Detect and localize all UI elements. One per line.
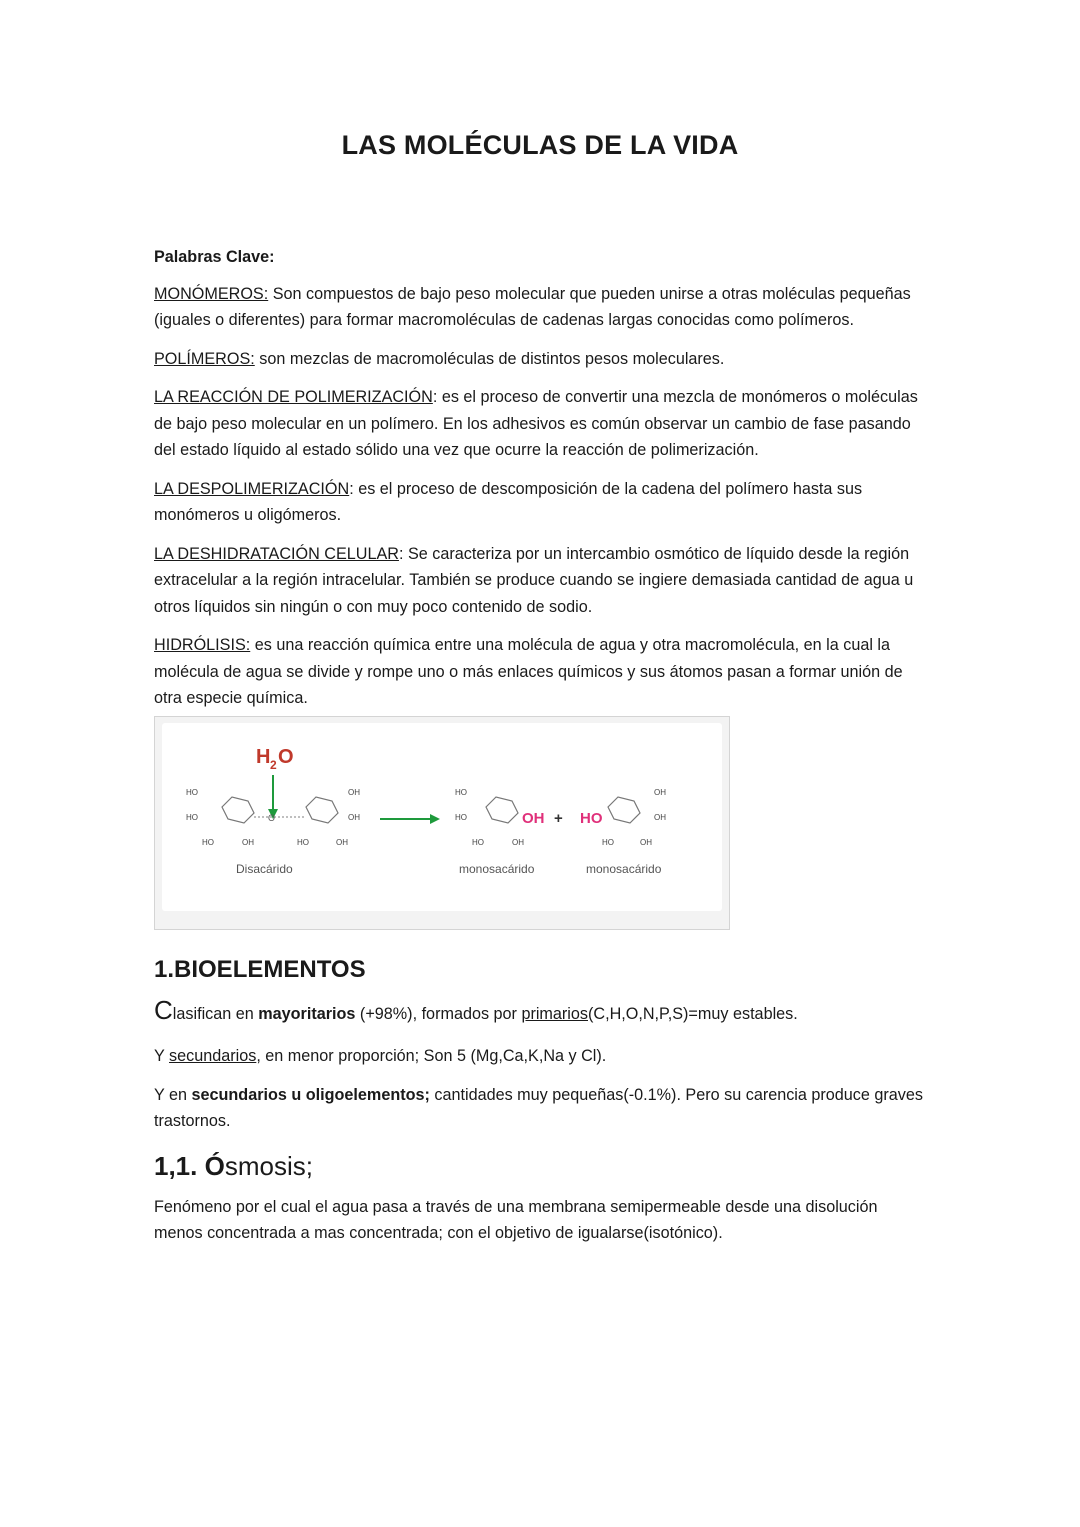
- label-ho: HO: [186, 812, 198, 822]
- underlined-text: primarios: [521, 1004, 588, 1023]
- bridge-oxygen: O: [268, 812, 276, 823]
- definition-text: es una reacción química entre una molécula de agua y otra macromolécula, en la cual la molécula de agua se divide y rompe uno o más enlaces químicos y sus átomos pasan a formar unión de otra especie química.: [154, 636, 903, 707]
- label-oh: OH: [654, 812, 666, 822]
- text: (+98%), formados por: [355, 1004, 522, 1023]
- bold-text: mayoritarios: [258, 1004, 356, 1023]
- osmosis-paragraph: Fenómeno por el cual el agua pasa a través de una membrana semipermeable desde una disolución menos concentrada a mas concentrada; con el objetivo de igualarse(isotónico).: [154, 1197, 878, 1242]
- glucose-ring-left: [222, 797, 254, 823]
- hydrolysis-figure: [154, 716, 730, 930]
- label-ho: HO: [472, 837, 484, 847]
- term: MONÓMEROS:: [154, 284, 269, 303]
- text: , en menor proporción; Son 5 (Mg,Ca,K,Na y Cl).: [256, 1047, 607, 1065]
- free-oh: OH: [522, 809, 545, 827]
- free-ho: HO: [580, 809, 603, 827]
- figure-panel: [162, 723, 722, 911]
- page-title: LAS MOLÉCULAS DE LA VIDA: [341, 130, 739, 160]
- label-oh: OH: [640, 837, 652, 847]
- reaction-arrow-head: [430, 814, 440, 824]
- drop-cap: C: [154, 994, 173, 1025]
- definition-deshidratacion: [154, 541, 929, 621]
- term: LA DESHIDRATACIÓN CELULAR: [154, 544, 399, 563]
- label-ho: HO: [186, 787, 198, 797]
- label-oh: OH: [512, 837, 524, 847]
- text: (C,H,O,N,P,S)=muy estables.: [588, 1004, 798, 1023]
- definition-polimerizacion: [154, 384, 929, 464]
- definition-monomeros: [154, 281, 929, 334]
- label-ho: HO: [455, 787, 467, 797]
- label-oh: OH: [348, 812, 360, 822]
- definition-text: : es el proceso de convertir una mezcla de monómeros o moléculas de bajo peso molecular en un polímero. En los adhesivos es común observar un cambio de fase pasando del estado líquido al estado sólido una vez que ocurre la reacción de polimerización.: [154, 388, 918, 459]
- document-body: [154, 244, 929, 1259]
- keywords-heading: Palabras Clave:: [154, 248, 275, 266]
- label-monosacarido-2: monosacárido: [586, 861, 662, 876]
- definition-text: : Se caracteriza por un intercambio osmótico de líquido desde la región extracelular a la región intracelular. También se produce cuando se ingiere demasiada cantidad de agua u otros líquidos sin ningún o con muy poco contenido de sodio.: [154, 544, 914, 616]
- definition-hidrolisis: [154, 632, 929, 712]
- text: Y en: [154, 1085, 192, 1104]
- section-number: 1,1.: [154, 1150, 205, 1181]
- section-heading-osmosis: [154, 1151, 929, 1182]
- label-ho: HO: [602, 837, 614, 847]
- bold-text: secundarios u oligoelementos;: [191, 1085, 430, 1104]
- label-ho: HO: [202, 837, 214, 847]
- definition-text: Son compuestos de bajo peso molecular que pueden unirse a otras moléculas pequeñas (iguales o diferentes) para formar macromoléculas de cadenas largas conocidas como polímeros.: [154, 284, 911, 329]
- monosaccharide-ring-1: [486, 797, 518, 823]
- glucose-ring-right: [306, 797, 338, 823]
- bioelementos-paragraph-1: [154, 994, 929, 1028]
- label-oh: OH: [348, 787, 360, 797]
- term: LA DESPOLIMERIZACIÓN: [154, 479, 350, 498]
- text: lasifican en: [172, 1004, 259, 1023]
- term: HIDRÓLISIS:: [154, 636, 251, 654]
- bioelementos-paragraph-2: [154, 1043, 929, 1070]
- plus-sign: +: [554, 809, 563, 827]
- water-subscript: 2: [270, 757, 277, 772]
- heading-text: smosis;: [224, 1150, 313, 1181]
- bioelementos-paragraph-3: [154, 1082, 929, 1135]
- section-heading-bioelementos: 1.BIOELEMENTOS: [154, 955, 366, 983]
- term: LA REACCIÓN DE POLIMERIZACIÓN: [154, 388, 433, 406]
- underlined-text: secundarios: [169, 1047, 257, 1065]
- label-oh: OH: [242, 837, 254, 847]
- label-ho: HO: [455, 812, 467, 822]
- hydrolysis-diagram: [162, 723, 724, 913]
- definition-text: : es el proceso de descomposición de la cadena del polímero hasta sus monómeros u oligómeros.: [154, 479, 863, 524]
- label-ho: HO: [297, 837, 309, 847]
- definition-text: son mezclas de macromoléculas de distintos pesos moleculares.: [254, 349, 725, 368]
- text: Y: [154, 1047, 170, 1065]
- monosaccharide-ring-2: [608, 797, 640, 823]
- label-monosacarido-1: monosacárido: [459, 861, 535, 876]
- text: cantidades muy pequeñas(-0.1%). Pero su carencia produce graves trastornos.: [154, 1085, 923, 1130]
- label-oh: OH: [336, 837, 348, 847]
- water-o: O: [278, 745, 294, 768]
- water-h: H: [256, 745, 271, 768]
- definition-despolimerizacion: [154, 476, 929, 529]
- label-disacarido: Disacárido: [236, 861, 293, 876]
- drop-cap: Ó: [204, 1150, 225, 1181]
- definition-polimeros: [154, 346, 929, 373]
- label-oh: OH: [654, 787, 666, 797]
- term: POLÍMEROS:: [154, 349, 255, 368]
